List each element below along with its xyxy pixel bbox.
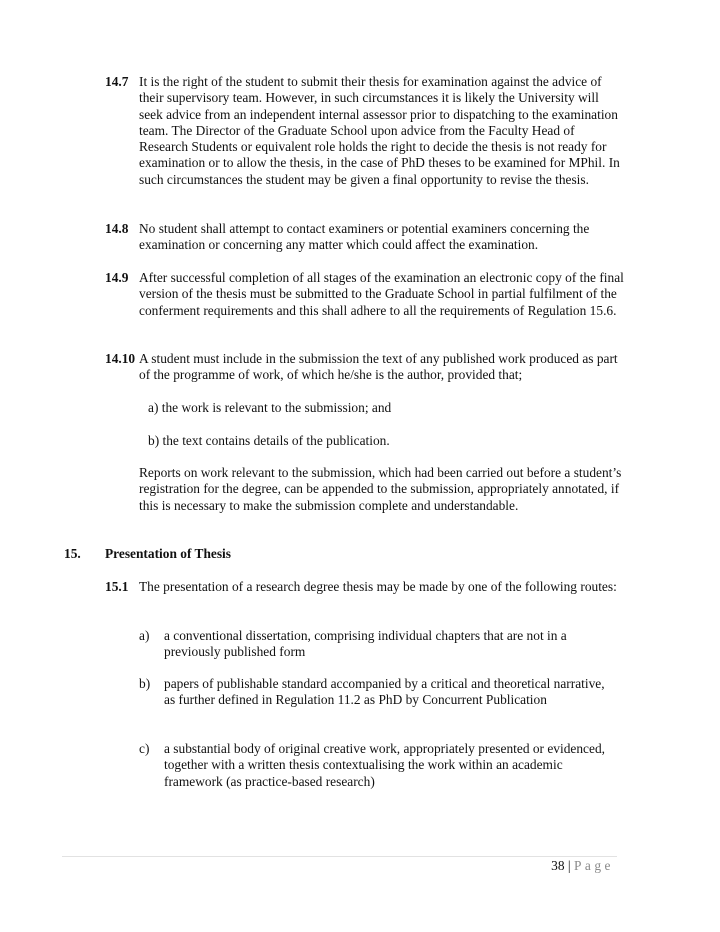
section-14-10-note: Reports on work relevant to the submission, which had been carried out before a student’s registration for the degree, can be appended to the submission, appropriately annotated, if this is necessary to make the submission complete and understandable.: [139, 465, 622, 513]
page-number: 38: [551, 858, 565, 873]
footer-divider: [62, 856, 617, 857]
page-label: Page: [573, 858, 614, 873]
footer-separator: |: [567, 858, 571, 873]
section-text: After successful completion of all stages of the examination an electronic copy of the final version of the thesis must be submitted to the Graduate School in partial fulfilment of the conferment requirements and this shall adhere to all the requirements of Regulation 15.6.: [139, 270, 624, 318]
section-text: No student shall attempt to contact examiners or potential examiners concerning the examination or concerning any matter which could affect the examination.: [139, 221, 590, 253]
item-letter: c): [139, 741, 150, 756]
page-footer: [551, 858, 614, 874]
section-number: 14.7: [105, 74, 129, 89]
section-number: 15.1: [105, 579, 129, 594]
section-text: The presentation of a research degree thesis may be made by one of the following routes:: [139, 579, 617, 594]
section-text: It is the right of the student to submit their thesis for examination against the advice of their supervisory team. However, in such circumstances it is likely the University will seek advice from an independent internal assessor prior to dispatching to the examination team. The Director of the Graduate School upon advice from the Faculty Head of Research Students or equivalent role holds the right to decide the thesis is not ready for examination or to allow the thesis, in the case of PhD theses to be examined for MPhil. In such circumstances the student may be given a final opportunity to revise the thesis.: [139, 74, 620, 187]
item-letter: a): [139, 628, 150, 643]
heading-number: 15.: [64, 546, 81, 561]
condition-a: a) the work is relevant to the submission; and: [148, 400, 392, 415]
item-letter: b): [139, 676, 151, 691]
section-number: 14.9: [105, 270, 129, 285]
section-text: A student must include in the submission the text of any published work produced as part of the programme of work, of which he/she is the author, provided that;: [139, 351, 618, 383]
section-number: 14.8: [105, 221, 129, 236]
item-text: a substantial body of original creative work, appropriately presented or evidenced, together with a written thesis contextualising the work within an academic framework (as practice-based research): [164, 741, 605, 789]
item-text: papers of publishable standard accompanied by a critical and theoretical narrative, as further defined in Regulation 11.2 as PhD by Concurrent Publication: [164, 676, 605, 708]
section-number: 14.10: [105, 351, 136, 366]
heading-title: Presentation of Thesis: [105, 546, 231, 561]
condition-b: b) the text contains details of the publication.: [148, 433, 390, 448]
item-text: a conventional dissertation, comprising individual chapters that are not in a previously published form: [164, 628, 567, 660]
